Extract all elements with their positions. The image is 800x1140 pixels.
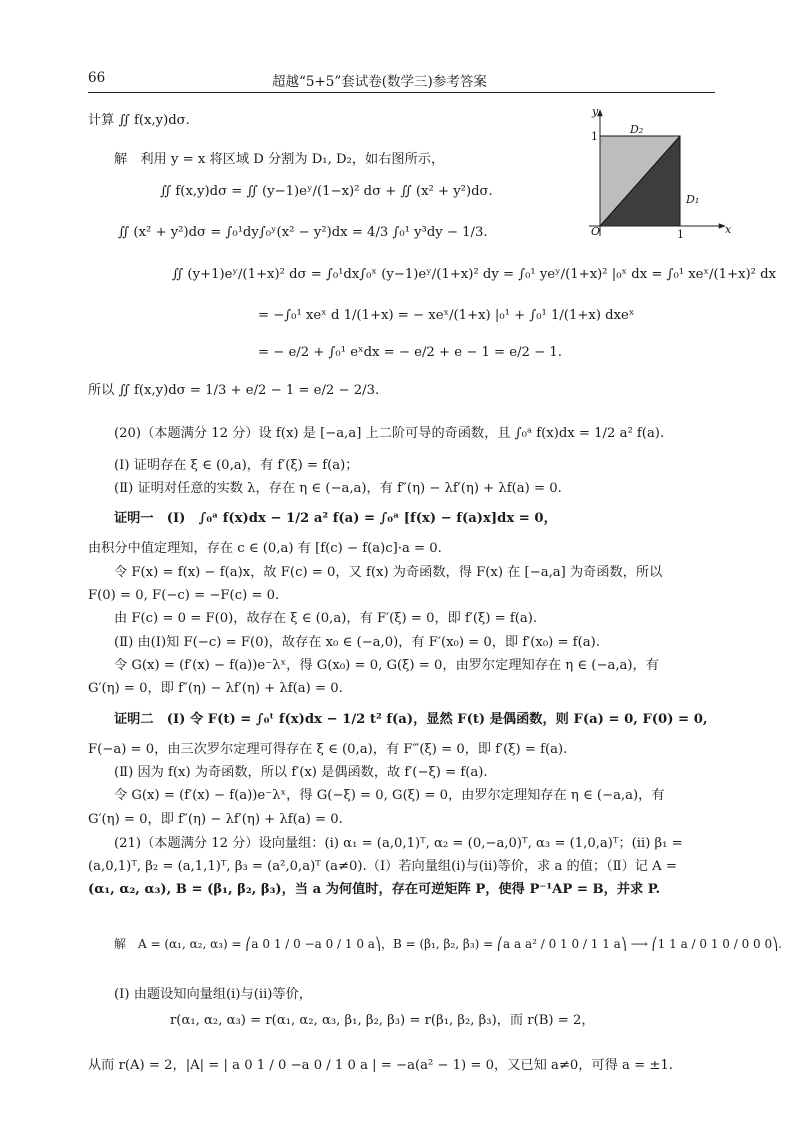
text-line: (Ⅰ) 证明存在 ξ ∈ (0,a)，有 f′(ξ) = f(a)； <box>114 458 359 473</box>
text-line: F(0) = 0, F(−c) = −F(c) = 0. <box>88 588 280 603</box>
text-line: (Ⅱ) 证明对任意的实数 λ，存在 η ∈ (−a,a)，有 f″(η) − λf′(η) + λf(a) = 0. <box>114 481 562 496</box>
math-line: r(α₁, α₂, α₃) = r(α₁, α₂, α₃, β₁, β₂, β₃) = r(β₁, β₂, β₃)，而 r(B) = 2， <box>170 1013 595 1028</box>
math-line: ∬ (x² + y²)dσ = ∫₀¹dy∫₀ʸ(x² − y²)dx = 4/3 ∫₀¹ y³dy − 1/3. <box>118 225 488 240</box>
math-line: = −∫₀¹ xeˣ d 1/(1+x) = − xeˣ/(1+x) |₀¹ + ∫₀¹ 1/(1+x) dxeˣ <box>258 308 635 323</box>
text-line: (Ⅰ) 由题设知向量组(ⅰ)与(ⅱ)等价， <box>114 987 312 1002</box>
math-line: 从而 r(A) = 2，|A| = | a 0 1 / 0 −a 0 / 1 0 a | = −a(a² − 1) = 0，又已知 a≠0，可得 a = ±1. <box>88 1058 673 1073</box>
text-line: 由 F(c) = 0 = F(0)，故存在 ξ ∈ (0,a)，有 F′(ξ) = 0，即 f′(ξ) = f(a). <box>114 611 538 626</box>
text-line: F(−a) = 0，由三次罗尔定理可得存在 ξ ∈ (0,a)，有 F‴(ξ) = 0，即 f′(ξ) = f(a). <box>88 742 568 757</box>
origin-label: O <box>591 225 601 238</box>
header-rule <box>88 92 715 93</box>
text-line: (α₁, α₂, α₃), B = (β₁, β₂, β₃)，当 a 为何值时，存在可逆矩阵 P，使得 P⁻¹AP = B，并求 P. <box>88 882 661 897</box>
y-axis-label: y <box>592 105 599 118</box>
text-line: 解 利用 y = x 将区域 D 分割为 D₁, D₂，如右图所示， <box>114 152 445 167</box>
text-line: 令 G(x) = (f′(x) − f(a))e⁻λˣ，得 G(x₀) = 0, G(ξ) = 0，由罗尔定理知存在 η ∈ (−a,a)，有 <box>114 658 659 673</box>
text-line: G′(η) = 0，即 f″(η) − λf′(η) + λf(a) = 0. <box>88 681 343 696</box>
text-line: (Ⅱ) 因为 f(x) 为奇函数，所以 f′(x) 是偶函数，故 f′(−ξ) = f(a). <box>114 765 488 780</box>
running-title: 超越“5+5”套试卷(数学三)参考答案 <box>272 74 487 90</box>
d2-label: D₂ <box>630 123 644 136</box>
math-line: 解 A = (α₁, α₂, α₃) = ⎛a 0 1 / 0 −a 0 / 1 0 a⎞，B = (β₁, β₂, β₃) = ⎛a a a² / 0 1 0 / 1 1 a⎞ ⟶ ⎛1 1 a / 0 1 0 / 0 0 0⎞. <box>114 937 782 951</box>
text-line: (a,0,1)ᵀ, β₂ = (a,1,1)ᵀ, β₃ = (a²,0,a)ᵀ (a≠0).（Ⅰ）若向量组(ⅰ)与(ⅱ)等价，求 a 的值；（Ⅱ）记 A = <box>88 859 677 874</box>
region-diagram-svg <box>575 105 735 243</box>
math-line: = − e/2 + ∫₀¹ eˣdx = − e/2 + e − 1 = e/2 − 1. <box>258 345 562 360</box>
text-line: G′(η) = 0，即 f″(η) − λf′(η) + λf(a) = 0. <box>88 812 343 827</box>
text-line: 令 G(x) = (f′(x) − f(a))e⁻λˣ，得 G(−ξ) = 0, G(ξ) = 0，由罗尔定理知存在 η ∈ (−a,a)，有 <box>114 788 665 803</box>
math-line: ∬ f(x,y)dσ = ∬ (y−1)eʸ/(1−x)² dσ + ∬ (x² + y²)dσ. <box>160 184 493 199</box>
text-line: 令 F(x) = f(x) − f(a)x，故 F(c) = 0，又 f(x) 为奇函数，得 F(x) 在 [−a,a] 为奇函数，所以 <box>114 565 663 580</box>
page-number: 66 <box>88 70 106 86</box>
region-diagram <box>575 105 735 243</box>
x-axis-label: x <box>725 223 732 236</box>
problem-21-statement: (21)（本题满分 12 分）设向量组：(ⅰ) α₁ = (a,0,1)ᵀ, α₂ = (0,−a,0)ᵀ, α₃ = (1,0,a)ᵀ；(ⅱ) β₁ = <box>114 836 683 851</box>
proof-one-heading: 证明一 (Ⅰ) ∫₀ᵃ f(x)dx − 1/2 a² f(a) = ∫₀ᵃ [f(x) − f(a)x]dx = 0， <box>114 511 557 526</box>
y-tick-one: 1 <box>591 130 598 143</box>
d1-label: D₁ <box>686 193 700 206</box>
text-line: 由积分中值定理知，存在 c ∈ (0,a) 有 [f(c) − f(a)c]·a = 0. <box>88 541 442 556</box>
text-line: (Ⅱ) 由(Ⅰ)知 F(−c) = F(0)，故存在 x₀ ∈ (−a,0)，有 F′(x₀) = 0，即 f′(x₀) = f(a). <box>114 635 600 650</box>
proof-two-heading: 证明二 (Ⅰ) 令 F(t) = ∫₀ᵗ f(x)dx − 1/2 t² f(a)，显然 F(t) 是偶函数，则 F(a) = 0, F(0) = 0, <box>114 712 708 727</box>
math-line: ∬ (y+1)eʸ/(1+x)² dσ = ∫₀¹dx∫₀ˣ (y−1)eʸ/(1+x)² dy = ∫₀¹ yeʸ/(1+x)² |₀ˣ dx = ∫₀¹ xeˣ/(1+x)² dx <box>172 267 777 282</box>
text-line: 计算 ∬ f(x,y)dσ. <box>88 113 190 128</box>
problem-20-statement: (20)（本题满分 12 分）设 f(x) 是 [−a,a] 上二阶可导的奇函数，且 ∫₀ᵃ f(x)dx = 1/2 a² f(a). <box>114 426 665 441</box>
x-tick-one: 1 <box>677 228 684 241</box>
math-line: 所以 ∬ f(x,y)dσ = 1/3 + e/2 − 1 = e/2 − 2/3. <box>88 383 380 398</box>
